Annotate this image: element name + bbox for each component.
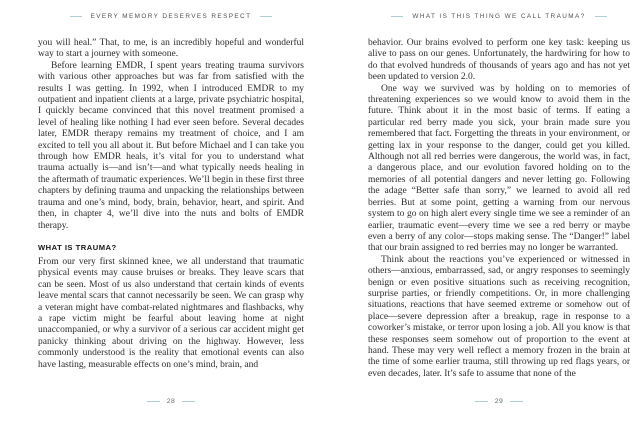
body-paragraph: behavior. Our brains evolved to perform one key task: keeping us alive to pass on our genes. Unfortunately, the hardwiring for how to do that evolved hundreds of thousands of years ago and has not yet been updated to version 2.0.	[368, 38, 630, 83]
header-dash-icon	[391, 16, 403, 17]
page-footer	[38, 398, 304, 405]
section-heading: WHAT IS TRAUMA?	[38, 242, 117, 252]
body-paragraph: you will heal.” That, to me, is an incredibly hopeful and wonderful way to start a journey with someone.	[38, 38, 304, 60]
left-page	[38, 0, 304, 426]
running-head-label: EVERY MEMORY DESERVES RESPECT	[90, 13, 252, 20]
header-dash-icon	[595, 16, 607, 17]
page-number: 29	[494, 398, 504, 405]
body-paragraph: One way we survived was by holding on to memories of threatening experiences so we would know to avoid them in the future. Think about it in the most basic of terms. If eating a particular red berry made you sick, your brain made sure you remembered that fact. Forgetting the threats in your environment, or getting lax in your response to the danger, could get you killed. Although not all red berries were dangerous, the world was, in fact, a dangerous place, and our evolution favored holding on to the memories of all potential dangers and never letting go. Following the adage “Better safe than sorry,” we learned to avoid all red berries. But at some point, getting a warning from our nervous system to go on high alert every single time we see a reminder of an earlier, traumatic event—every time we see a red berry or maybe even a berry of any color—stops making sense. The “Danger!” label that our brain assigned to red berries may no longer be warranted.	[368, 83, 630, 254]
running-head	[38, 13, 304, 20]
footer-dash-icon	[510, 401, 523, 402]
running-head	[368, 13, 630, 20]
running-head-label: WHAT IS THIS THING WE CALL TRAUMA?	[412, 13, 586, 20]
page-number: 28	[166, 398, 176, 405]
footer-dash-icon	[182, 401, 195, 402]
footer-dash-icon	[475, 401, 488, 402]
right-page	[368, 0, 630, 426]
body-paragraph: From our very first skinned knee, we all understand that traumatic physical events may cause bruises or breaks. They leave scars that can be seen. Most of us also understand that certain kinds of events leave mental scars that cannot necessarily be seen. We can grasp why a veteran might have combat-related nightmares and flashbacks, why a rape victim might be fearful about leaving home at night unaccompanied, or why a survivor of a serious car accident might get panicky thinking about driving on the highway. However, less commonly understood is the reality that emotional events can also have lasting, measurable effects on one’s mind, brain, and	[38, 256, 304, 370]
page-footer	[368, 398, 630, 405]
body-paragraph: Think about the reactions you’ve experienced or witnessed in others—anxious, embarrassed, sad, or angry responses to seemingly benign or even positive situations such as receiving recognition, surprise parties, or friendly competitions. Or, in more challenging situations, reactions that have seemed extreme or somehow out of place—severe depression after a breakup, rage in response to a coworker’s mistake, or terror upon losing a job. All you know is that these responses seem somehow out of proportion to the event at hand. These may very well reflect a memory frozen in the brain at the time of some earlier trauma, still throwing up red flags years, or even decades, later. It’s safe to assume that none of the	[368, 254, 630, 379]
page-body	[38, 38, 304, 371]
page-body	[368, 38, 630, 380]
header-dash-icon	[70, 16, 82, 17]
footer-dash-icon	[147, 401, 160, 402]
header-dash-icon	[260, 16, 272, 17]
body-paragraph: Before learning EMDR, I spent years treating trauma survivors with various other approaches but was far from satisfied with the results I was getting. In 1992, when I introduced EMDR to my outpatient and inpatient clients at a large, private psychiatric hospital, I quickly became convinced that this novel treatment promised a level of healing like nothing I had ever seen before. Several decades later, EMDR therapy remains my treatment of choice, and I am excited to tell you all about it. But before Michael and I can take you through how EMDR heals, it’s vital for you to understand what trauma actually is—and isn’t—and what typically needs healing in the aftermath of traumatic experiences. We’ll begin in these first three chapters by defining trauma and unpacking the relationships between trauma and one’s mind, body, brain, behavior, heart, and spirit. And then, in chapter 4, we’ll dive into the nuts and bolts of EMDR therapy.	[38, 60, 304, 231]
